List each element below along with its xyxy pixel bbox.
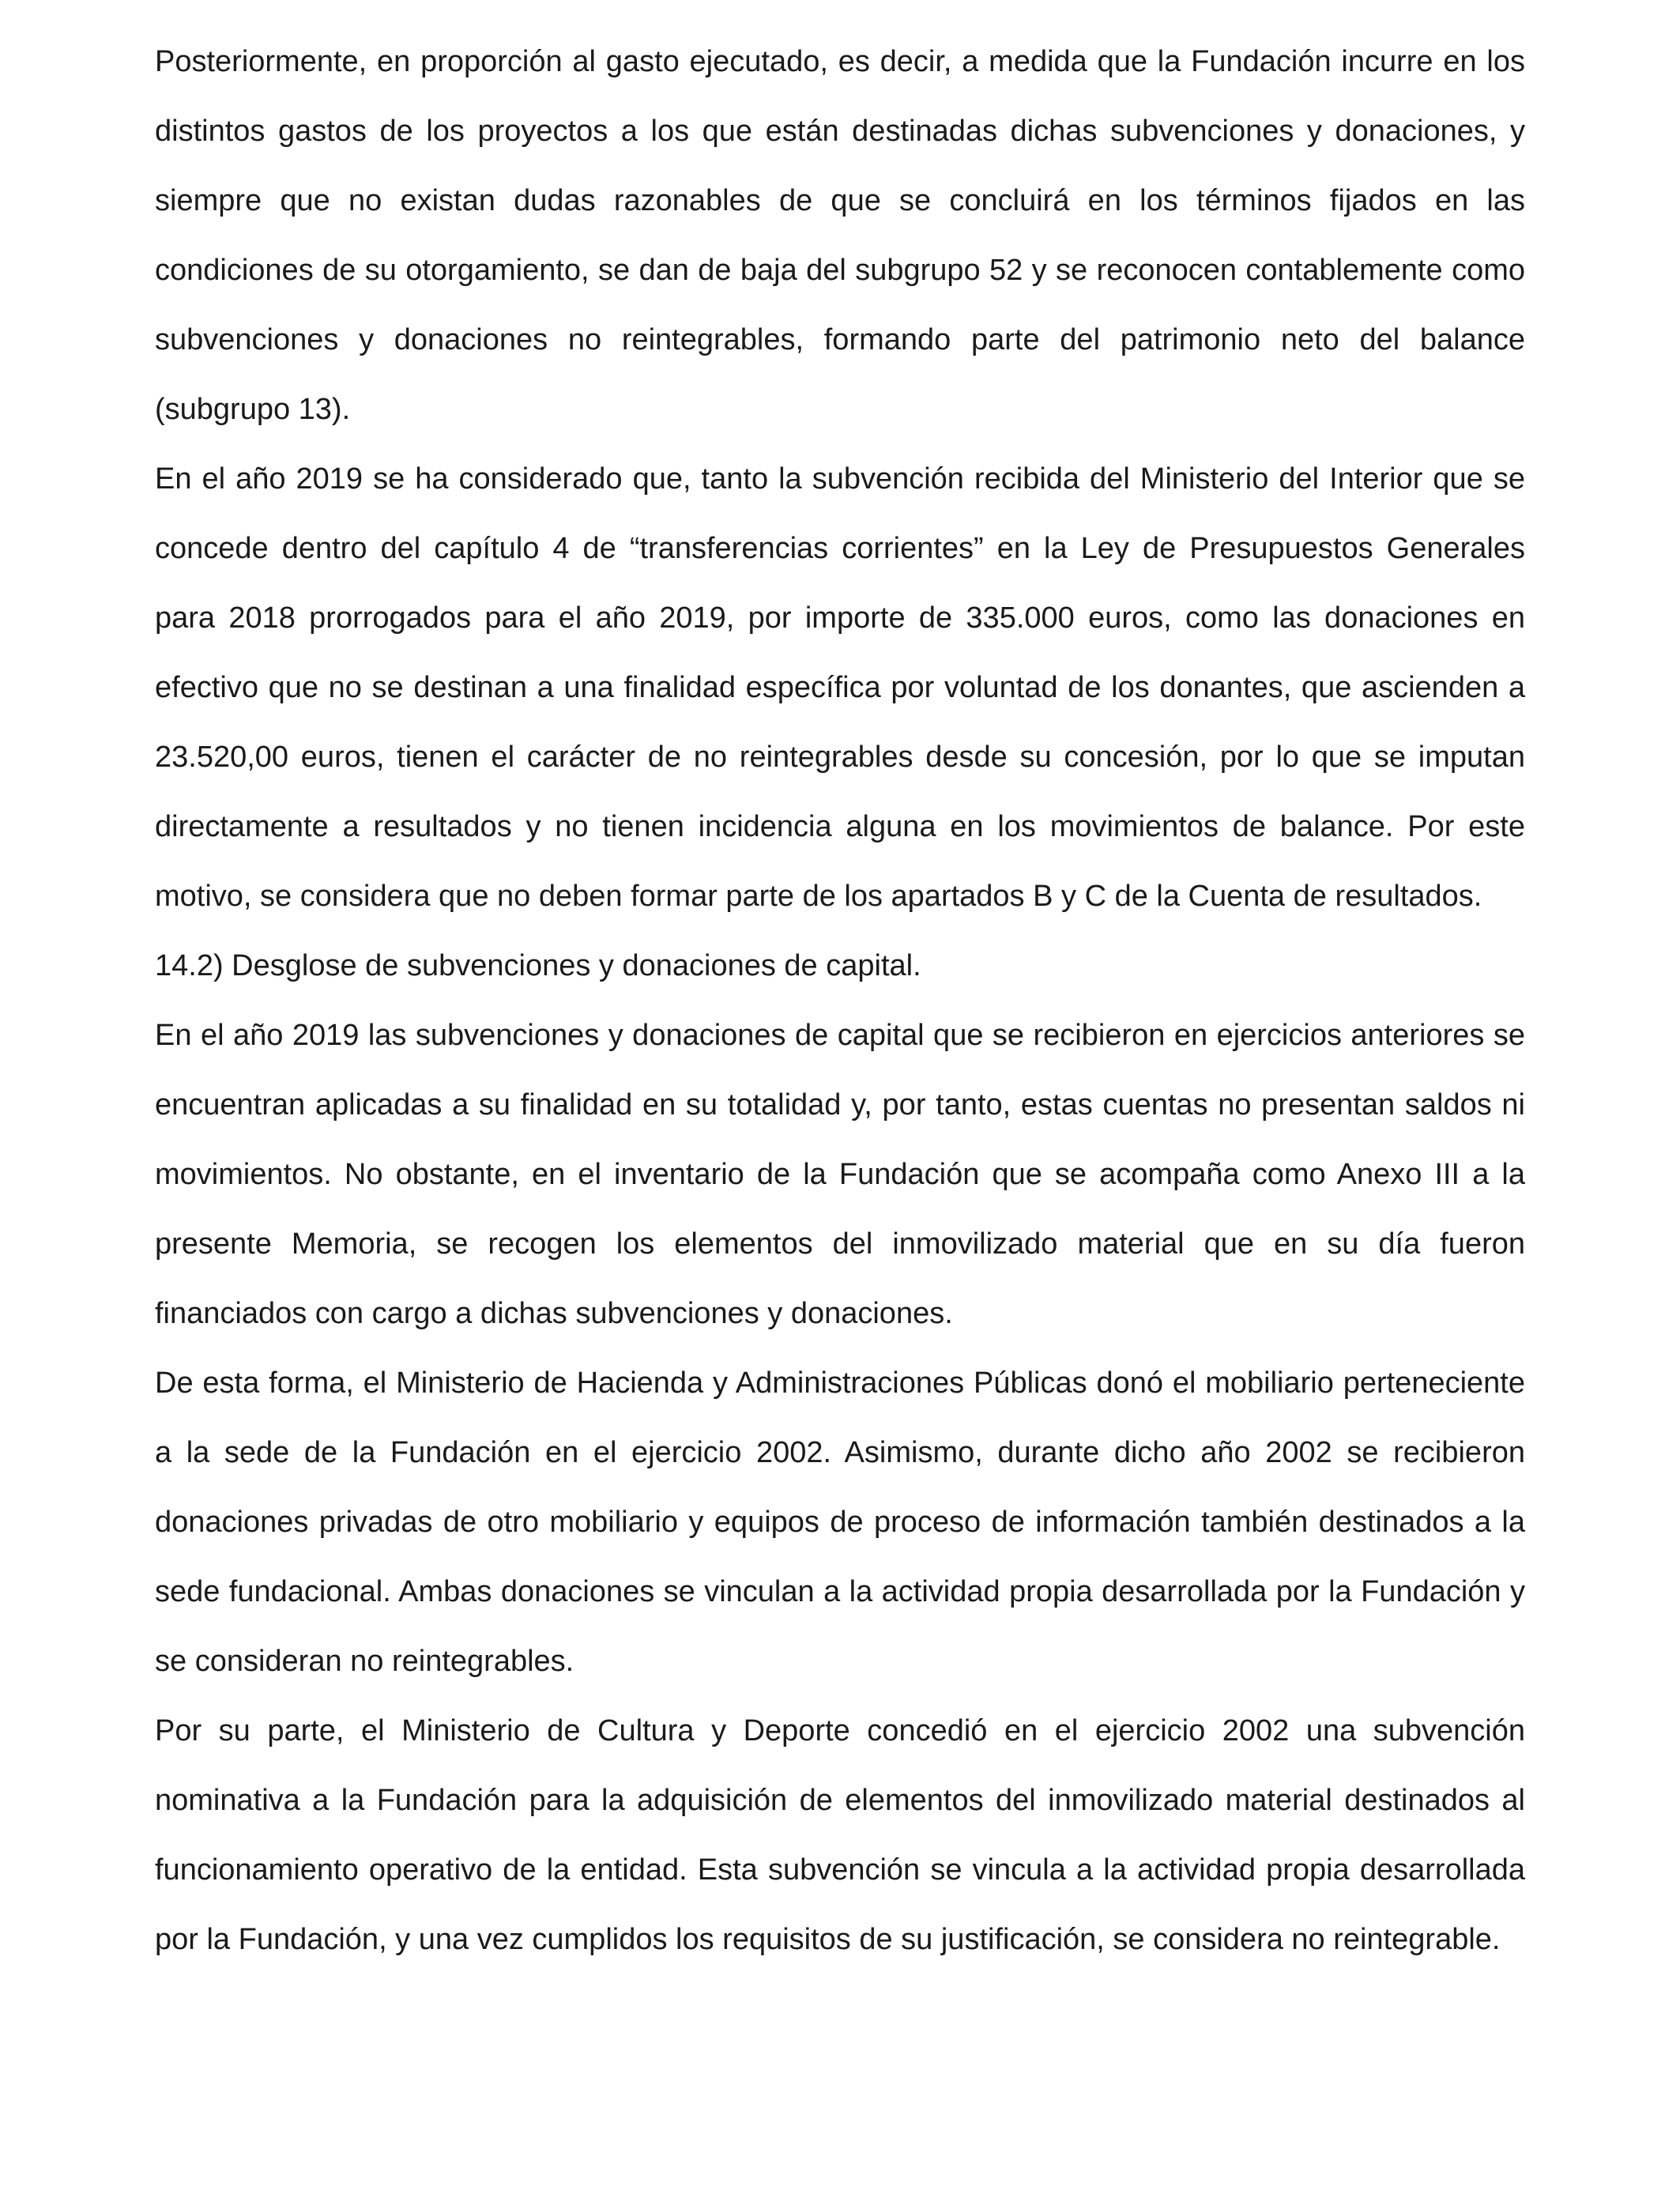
paragraph-donaciones-capital: En el año 2019 las subvenciones y donaciones de capital que se recibieron en ejercicios anteriores se encuentran aplicadas a su finalidad en su totalidad y, por tanto, estas cuentas no presentan saldos ni movimientos. No obstante, en el inventario de la Fundación que se acompaña como Anexo III a la presente Memoria, se recogen los elementos del inmovilizado material que en su día fueron financiados con cargo a dichas subvenciones y donaciones. (155, 1019, 1525, 1330)
paragraph-ministerio-cultura: Por su parte, el Ministerio de Cultura y Deporte concedió en el ejercicio 2002 una subvención nominativa a la Fundación para la adquisición de elementos del inmovilizado material destinados al funcionamiento operativo de la entidad. Esta subvención se vincula a la actividad propia desarrollada por la Fundación, y una vez cumplidos los requisitos de su justificación, se considera no reintegrable. (155, 1714, 1525, 1956)
document-page (155, 27, 1525, 1974)
paragraph-ministerio-hacienda: De esta forma, el Ministerio de Hacienda y Administraciones Públicas donó el mobiliario perteneciente a la sede de la Fundación en el ejercicio 2002. Asimismo, durante dicho año 2002 se recibieron donaciones privadas de otro mobiliario y equipos de proceso de información también destinados a la sede fundacional. Ambas donaciones se vinculan a la actividad propia desarrollada por la Fundación y se consideran no reintegrables. (155, 1367, 1525, 1678)
paragraph-subvenciones-reconocimiento: Posteriormente, en proporción al gasto ejecutado, es decir, a medida que la Fundación incurre en los distintos gastos de los proyectos a los que están destinadas dichas subvenciones y donaciones, y siempre que no existan dudas razonables de que se concluirá en los términos fijados en las condiciones de su otorgamiento, se dan de baja del subgrupo 52 y se reconocen contablemente como subvenciones y donaciones no reintegrables, formando parte del patrimonio neto del balance (subgrupo 13). (155, 45, 1525, 426)
section-heading-14-2: 14.2) Desglose de subvenciones y donaciones de capital. (155, 949, 921, 982)
paragraph-subvencion-ministerio-interior: En el año 2019 se ha considerado que, tanto la subvención recibida del Ministerio del Interior que se concede dentro del capítulo 4 de “transferencias corrientes” en la Ley de Presupuestos Generales para 2018 prorrogados para el año 2019, por importe de 335.000 euros, como las donaciones en efectivo que no se destinan a una finalidad específica por voluntad de los donantes, que ascienden a 23.520,00 euros, tienen el carácter de no reintegrables desde su concesión, por lo que se imputan directamente a resultados y no tienen incidencia alguna en los movimientos de balance. Por este motivo, se considera que no deben formar parte de los apartados B y C de la Cuenta de resultados. (155, 462, 1525, 913)
